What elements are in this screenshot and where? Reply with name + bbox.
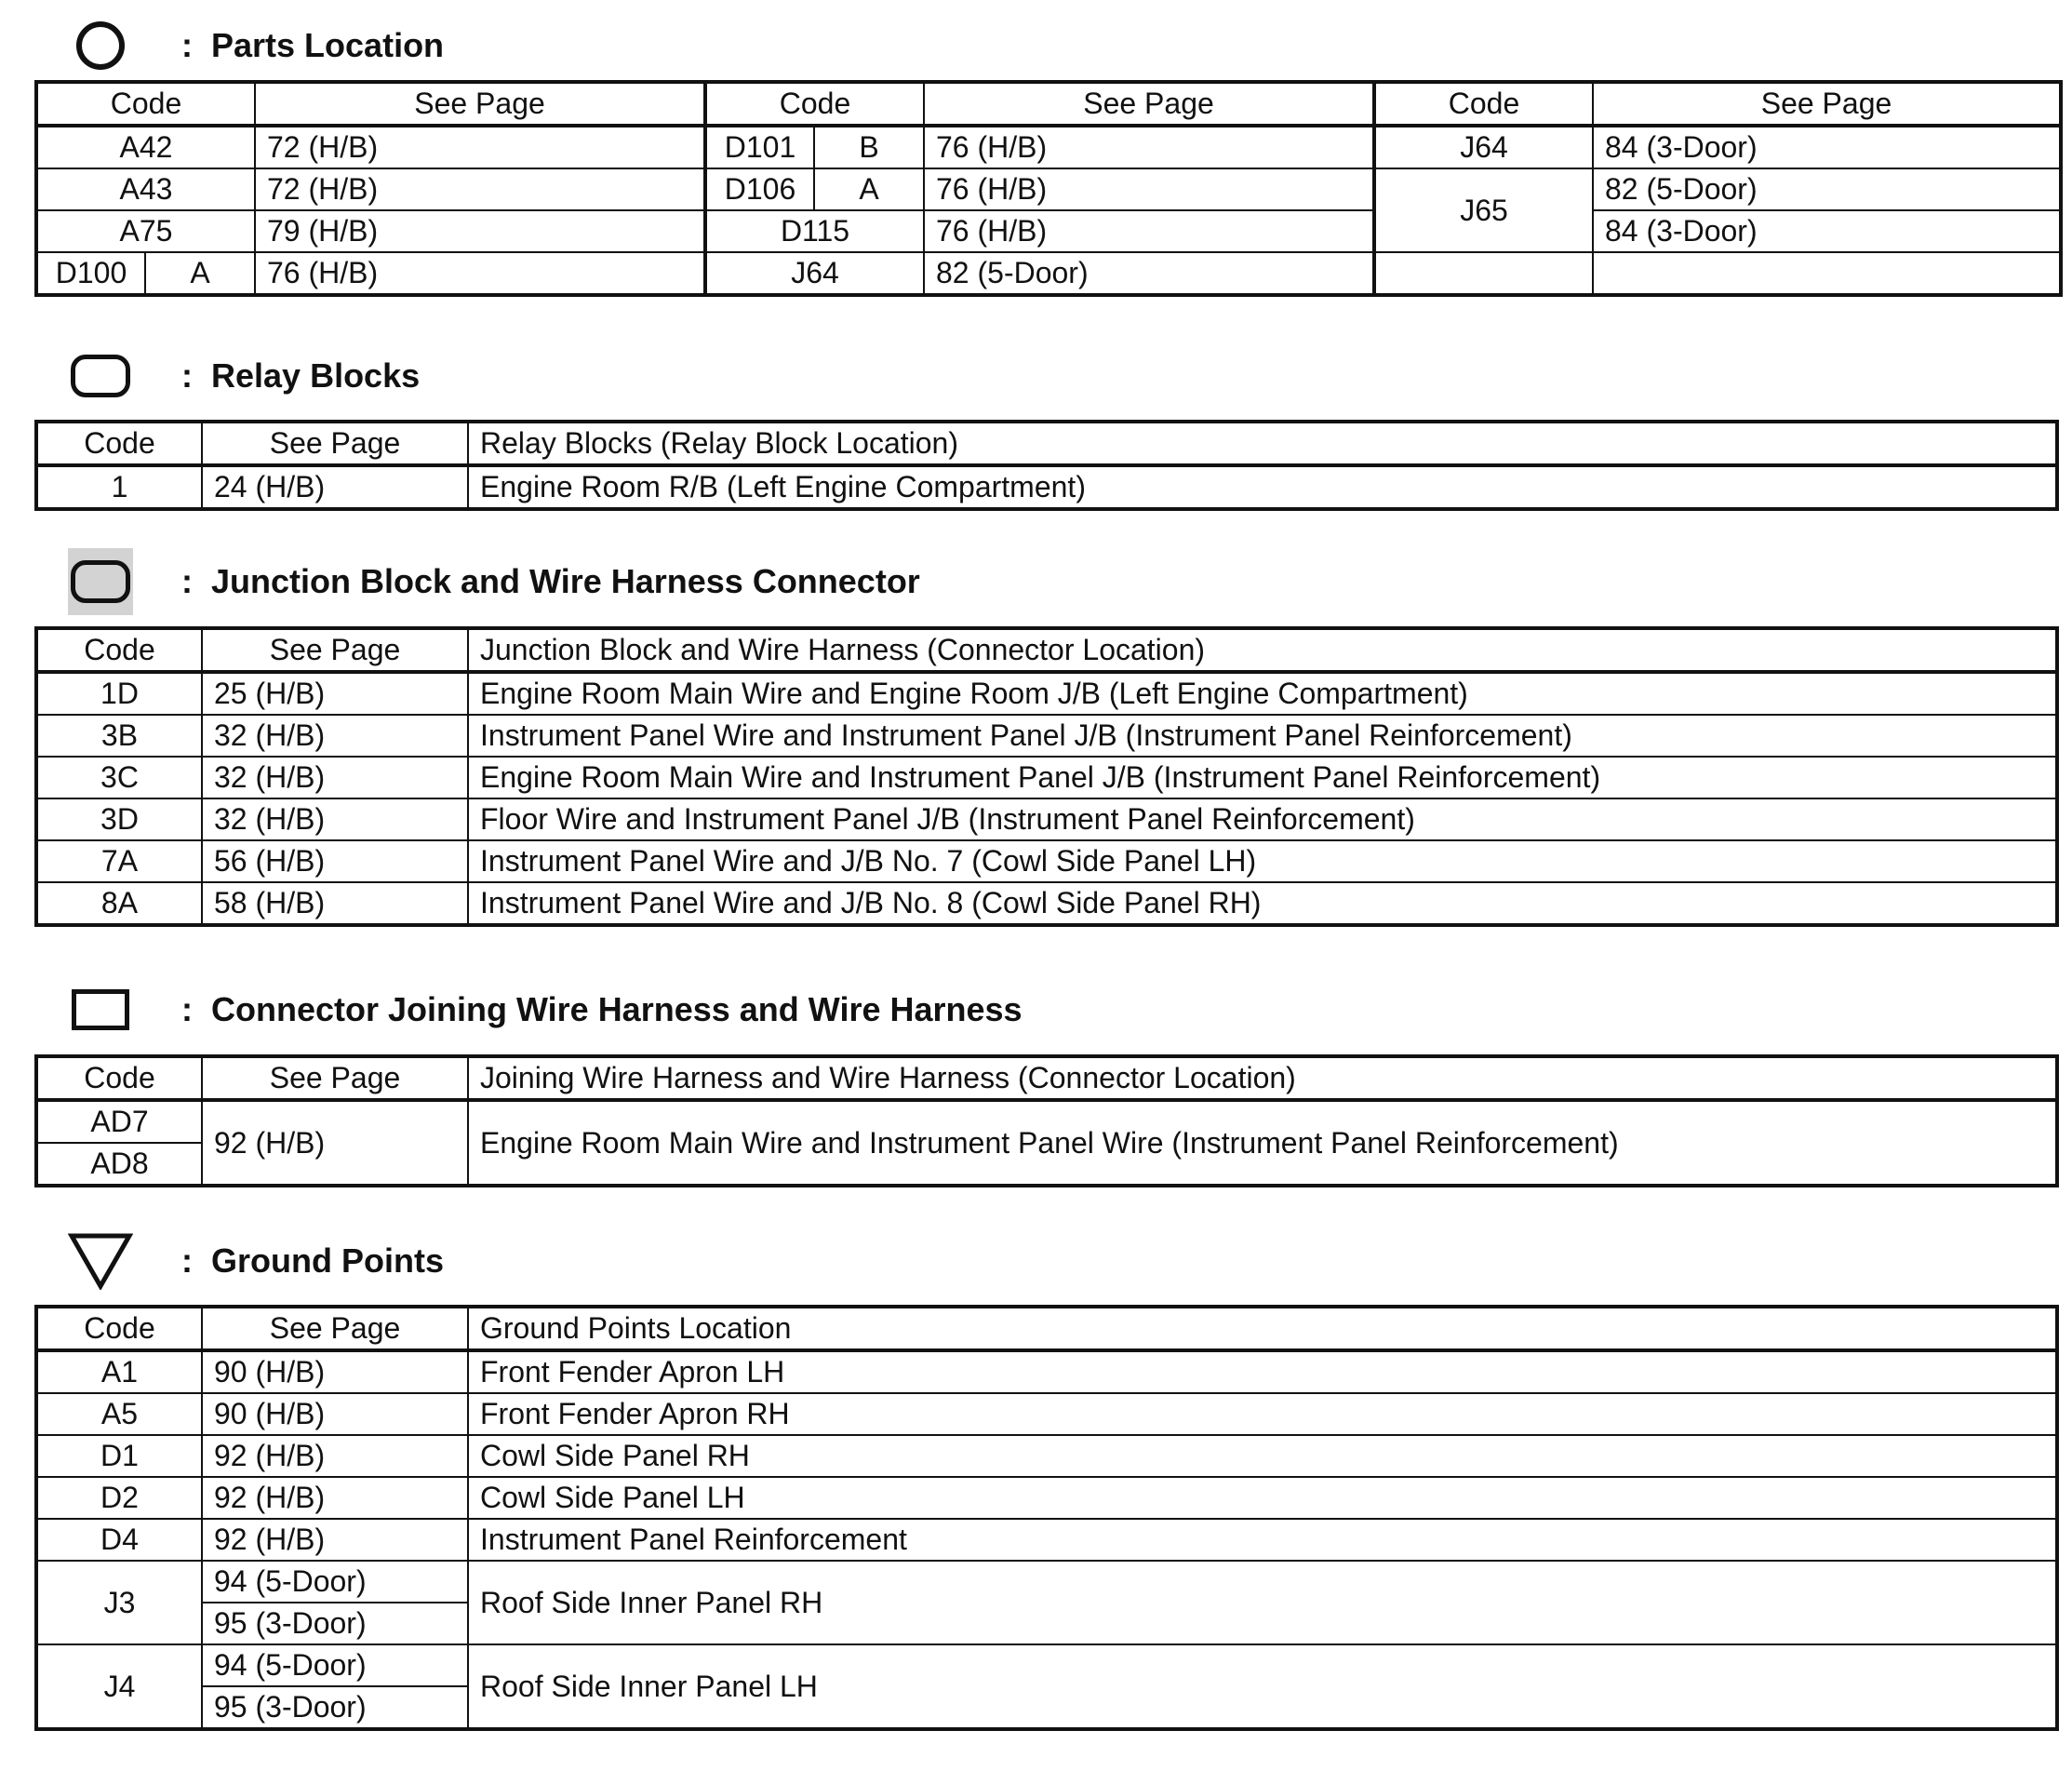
sub-code-cell: A — [145, 252, 255, 295]
ground-points-heading — [34, 1228, 444, 1294]
page-cell: 32 (H/B) — [202, 798, 468, 840]
table-row — [36, 1644, 2057, 1686]
empty-cell — [1374, 252, 1593, 295]
col-header-description: Relay Blocks (Relay Block Location) — [468, 422, 2057, 465]
page-cell: 94 (5-Door) — [202, 1561, 468, 1603]
table-row — [36, 1435, 2057, 1477]
page-cell: 32 (H/B) — [202, 757, 468, 798]
table-row — [36, 840, 2057, 882]
col-header-see-page: See Page — [924, 82, 1374, 126]
table-row — [36, 882, 2057, 925]
empty-cell — [1593, 252, 2061, 295]
code-cell: D106 — [705, 168, 814, 210]
col-header-code: Code — [36, 628, 202, 672]
page-cell: 92 (H/B) — [202, 1477, 468, 1519]
table-header-row — [36, 628, 2057, 672]
table-row — [36, 1393, 2057, 1435]
page-cell: 79 (H/B) — [255, 210, 705, 252]
description-cell: Cowl Side Panel LH — [468, 1477, 2057, 1519]
description-cell: Engine Room R/B (Left Engine Compartment) — [468, 465, 2057, 509]
heading-colon: : — [181, 990, 193, 1028]
col-header-see-page: See Page — [202, 1307, 468, 1350]
relay-blocks-table-wrap — [34, 420, 2059, 511]
page-cell: 92 (H/B) — [202, 1100, 468, 1186]
page-cell: 76 (H/B) — [924, 126, 1374, 168]
code-cell: J64 — [705, 252, 924, 295]
col-header-see-page: See Page — [255, 82, 705, 126]
page-cell: 76 (H/B) — [924, 210, 1374, 252]
page-cell: 84 (3-Door) — [1593, 210, 2061, 252]
code-cell: D4 — [36, 1519, 202, 1561]
section-title: Ground Points — [211, 1241, 444, 1280]
col-header-see-page: See Page — [202, 628, 468, 672]
table-header-row — [36, 82, 2061, 126]
parts-location-heading — [34, 13, 444, 78]
page-cell: 32 (H/B) — [202, 715, 468, 757]
joining-connector-table-wrap — [34, 1054, 2059, 1187]
page-cell: 95 (3-Door) — [202, 1686, 468, 1729]
joining-connector-table — [34, 1054, 2059, 1187]
page-cell: 94 (5-Door) — [202, 1644, 468, 1686]
code-cell: AD8 — [36, 1143, 202, 1186]
code-cell: J65 — [1374, 168, 1593, 252]
ground-points-table-wrap — [34, 1305, 2059, 1731]
parts-location-table-wrap — [34, 80, 2059, 297]
col-header-code: Code — [36, 1056, 202, 1100]
code-cell: D115 — [705, 210, 924, 252]
section-title: Connector Joining Wire Harness and Wire Harness — [211, 990, 1023, 1028]
shaded-rounded-rect-symbol-icon — [68, 549, 133, 614]
code-cell: AD7 — [36, 1100, 202, 1143]
col-header-code: Code — [705, 82, 924, 126]
code-cell: 3B — [36, 715, 202, 757]
code-cell: D101 — [705, 126, 814, 168]
circle-symbol-icon — [68, 13, 133, 78]
col-header-code: Code — [36, 82, 255, 126]
junction-block-table — [34, 626, 2059, 927]
description-cell: Cowl Side Panel RH — [468, 1435, 2057, 1477]
col-header-code: Code — [36, 1307, 202, 1350]
rounded-rect-symbol-icon — [68, 343, 133, 409]
parts-location-table — [34, 80, 2063, 297]
table-row — [36, 672, 2057, 715]
page-cell: 25 (H/B) — [202, 672, 468, 715]
code-cell: D1 — [36, 1435, 202, 1477]
page-cell: 58 (H/B) — [202, 882, 468, 925]
table-row — [36, 1100, 2057, 1143]
code-cell: A42 — [36, 126, 255, 168]
ground-points-table — [34, 1305, 2059, 1731]
page-cell: 82 (5-Door) — [924, 252, 1374, 295]
code-cell: D2 — [36, 1477, 202, 1519]
page-cell: 82 (5-Door) — [1593, 168, 2061, 210]
page-cell: 76 (H/B) — [924, 168, 1374, 210]
col-header-code: Code — [1374, 82, 1593, 126]
page-cell: 72 (H/B) — [255, 126, 705, 168]
description-cell: Engine Room Main Wire and Instrument Panel Wire (Instrument Panel Reinforcement) — [468, 1100, 2057, 1186]
table-row — [36, 252, 2061, 295]
table-header-row — [36, 1307, 2057, 1350]
joining-connector-heading — [34, 977, 1023, 1042]
page-cell: 76 (H/B) — [255, 252, 705, 295]
table-row — [36, 757, 2057, 798]
description-cell: Engine Room Main Wire and Instrument Panel J/B (Instrument Panel Reinforcement) — [468, 757, 2057, 798]
col-header-description: Junction Block and Wire Harness (Connector Location) — [468, 628, 2057, 672]
code-cell: D100 — [36, 252, 145, 295]
table-row — [36, 715, 2057, 757]
col-header-description: Joining Wire Harness and Wire Harness (Connector Location) — [468, 1056, 2057, 1100]
code-cell: J64 — [1374, 126, 1593, 168]
code-cell: A5 — [36, 1393, 202, 1435]
sub-code-cell: B — [814, 126, 924, 168]
code-cell: 7A — [36, 840, 202, 882]
table-header-row — [36, 422, 2057, 465]
page-cell: 92 (H/B) — [202, 1519, 468, 1561]
description-cell: Engine Room Main Wire and Engine Room J/B (Left Engine Compartment) — [468, 672, 2057, 715]
code-cell: J4 — [36, 1644, 202, 1729]
relay-blocks-table — [34, 420, 2059, 511]
code-cell: A1 — [36, 1350, 202, 1393]
table-row — [36, 1477, 2057, 1519]
triangle-symbol-icon — [68, 1228, 133, 1294]
col-header-description: Ground Points Location — [468, 1307, 2057, 1350]
table-row — [36, 798, 2057, 840]
page-cell: 56 (H/B) — [202, 840, 468, 882]
description-cell: Instrument Panel Wire and Instrument Panel J/B (Instrument Panel Reinforcement) — [468, 715, 2057, 757]
description-cell: Floor Wire and Instrument Panel J/B (Instrument Panel Reinforcement) — [468, 798, 2057, 840]
col-header-see-page: See Page — [202, 1056, 468, 1100]
table-row — [36, 1561, 2057, 1603]
sub-code-cell: A — [814, 168, 924, 210]
heading-colon: : — [181, 26, 193, 64]
description-cell: Instrument Panel Wire and J/B No. 8 (Cowl Side Panel RH) — [468, 882, 2057, 925]
col-header-see-page: See Page — [1593, 82, 2061, 126]
code-cell: A43 — [36, 168, 255, 210]
description-cell: Roof Side Inner Panel LH — [468, 1644, 2057, 1729]
table-row — [36, 126, 2061, 168]
page-cell: 92 (H/B) — [202, 1435, 468, 1477]
heading-colon: : — [181, 1241, 193, 1280]
code-cell: 1 — [36, 465, 202, 509]
description-cell: Instrument Panel Wire and J/B No. 7 (Cowl Side Panel LH) — [468, 840, 2057, 882]
square-symbol-icon — [68, 977, 133, 1042]
section-title: Parts Location — [211, 26, 445, 64]
code-cell: 8A — [36, 882, 202, 925]
page-cell: 90 (H/B) — [202, 1393, 468, 1435]
table-row — [36, 168, 2061, 210]
code-cell: 1D — [36, 672, 202, 715]
code-cell: 3D — [36, 798, 202, 840]
table-row — [36, 465, 2057, 509]
description-cell: Roof Side Inner Panel RH — [468, 1561, 2057, 1644]
heading-colon: : — [181, 356, 193, 395]
page-cell: 90 (H/B) — [202, 1350, 468, 1393]
col-header-code: Code — [36, 422, 202, 465]
page-cell: 72 (H/B) — [255, 168, 705, 210]
relay-blocks-heading — [34, 343, 420, 409]
table-row — [36, 210, 2061, 252]
description-cell: Instrument Panel Reinforcement — [468, 1519, 2057, 1561]
code-cell: 3C — [36, 757, 202, 798]
description-cell: Front Fender Apron LH — [468, 1350, 2057, 1393]
description-cell: Front Fender Apron RH — [468, 1393, 2057, 1435]
junction-block-table-wrap — [34, 626, 2059, 927]
page-cell: 95 (3-Door) — [202, 1603, 468, 1644]
col-header-see-page: See Page — [202, 422, 468, 465]
code-cell: A75 — [36, 210, 255, 252]
table-header-row — [36, 1056, 2057, 1100]
page-cell: 84 (3-Door) — [1593, 126, 2061, 168]
code-cell: J3 — [36, 1561, 202, 1644]
heading-colon: : — [181, 562, 193, 600]
section-title: Junction Block and Wire Harness Connector — [211, 562, 920, 600]
junction-block-heading — [34, 549, 920, 614]
table-row — [36, 1519, 2057, 1561]
section-title: Relay Blocks — [211, 356, 421, 395]
table-row — [36, 1350, 2057, 1393]
page-cell: 24 (H/B) — [202, 465, 468, 509]
